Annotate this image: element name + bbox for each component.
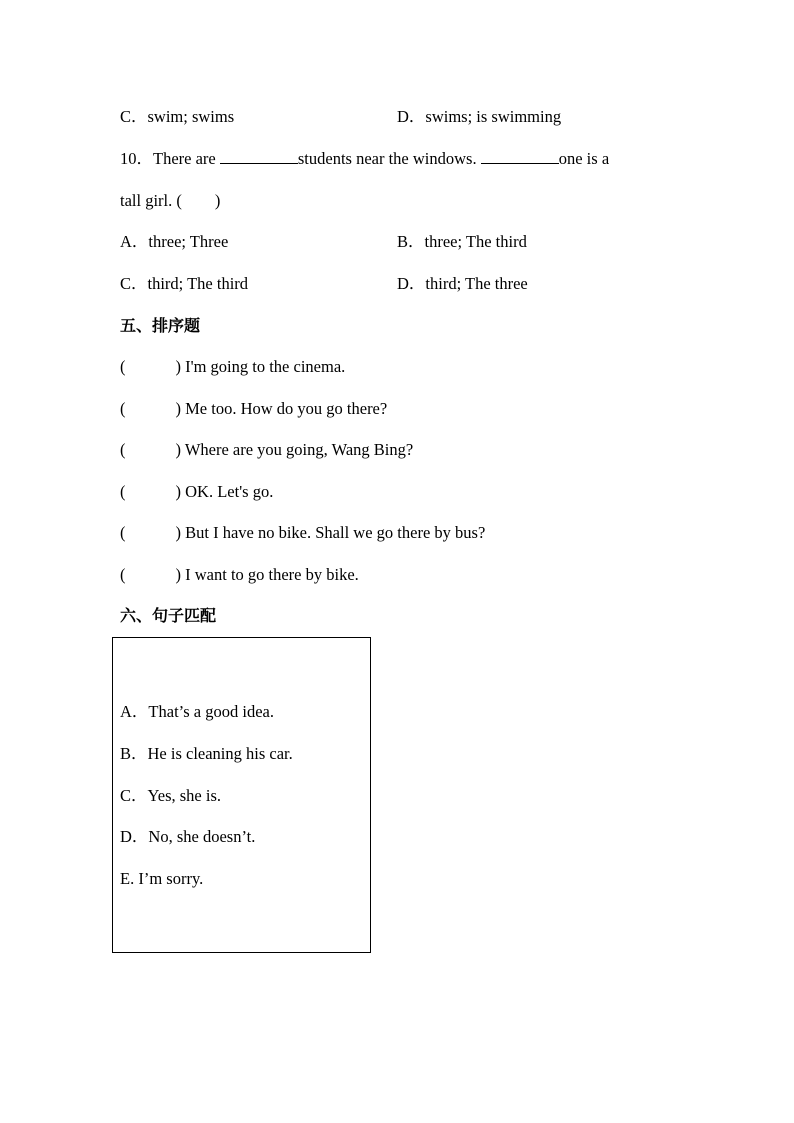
order-item-text: ) OK. Let's go.: [175, 482, 274, 501]
order-item: [120, 440, 413, 460]
q10-text-part1: There are: [153, 149, 220, 168]
q10-text-part2: students near the windows.: [297, 149, 481, 168]
q10-stem: [120, 149, 609, 169]
q10-number: 10．: [120, 149, 153, 168]
q10-option-d: D．third; The three: [397, 274, 528, 293]
open-paren: (: [120, 482, 126, 501]
order-item: [120, 399, 387, 419]
match-option: A．That’s a good idea.: [120, 702, 274, 721]
order-item-text: ) Where are you going, Wang Bing?: [175, 440, 414, 459]
q10-blank-2[interactable]: [481, 149, 559, 164]
order-item: [120, 482, 273, 502]
q9-option-d: D．swims; is swimming: [397, 107, 562, 126]
order-item-text: ) I'm going to the cinema.: [175, 357, 346, 376]
open-paren: (: [120, 440, 126, 459]
q10-option-c: C．third; The third: [120, 274, 249, 293]
match-option: E. I’m sorry.: [120, 869, 204, 888]
order-item: [120, 357, 345, 377]
section5-title: 五、排序题: [120, 316, 201, 335]
q10-stem-line2: tall girl. ( ): [120, 191, 221, 210]
open-paren: (: [120, 523, 126, 542]
q9-option-c: C．swim; swims: [120, 107, 235, 126]
open-paren: (: [120, 357, 126, 376]
order-item-text: ) I want to go there by bike.: [175, 565, 359, 584]
match-option: D．No, she doesn’t.: [120, 827, 256, 846]
order-item: [120, 565, 359, 585]
q10-option-a: A．three; Three: [120, 232, 229, 251]
open-paren: (: [120, 399, 126, 418]
order-item-text: ) But I have no bike. Shall we go there by bus?: [175, 523, 486, 542]
match-option: C．Yes, she is.: [120, 786, 222, 805]
q10-text-part3: one is a: [558, 149, 610, 168]
section6-title: 六、句子匹配: [120, 606, 217, 625]
open-paren: (: [120, 565, 126, 584]
q10-option-b: B．three; The third: [397, 232, 527, 251]
order-item: [120, 523, 485, 543]
match-option: B．He is cleaning his car.: [120, 744, 293, 763]
order-item-text: ) Me too. How do you go there?: [175, 399, 388, 418]
q10-blank-1[interactable]: [220, 149, 298, 164]
